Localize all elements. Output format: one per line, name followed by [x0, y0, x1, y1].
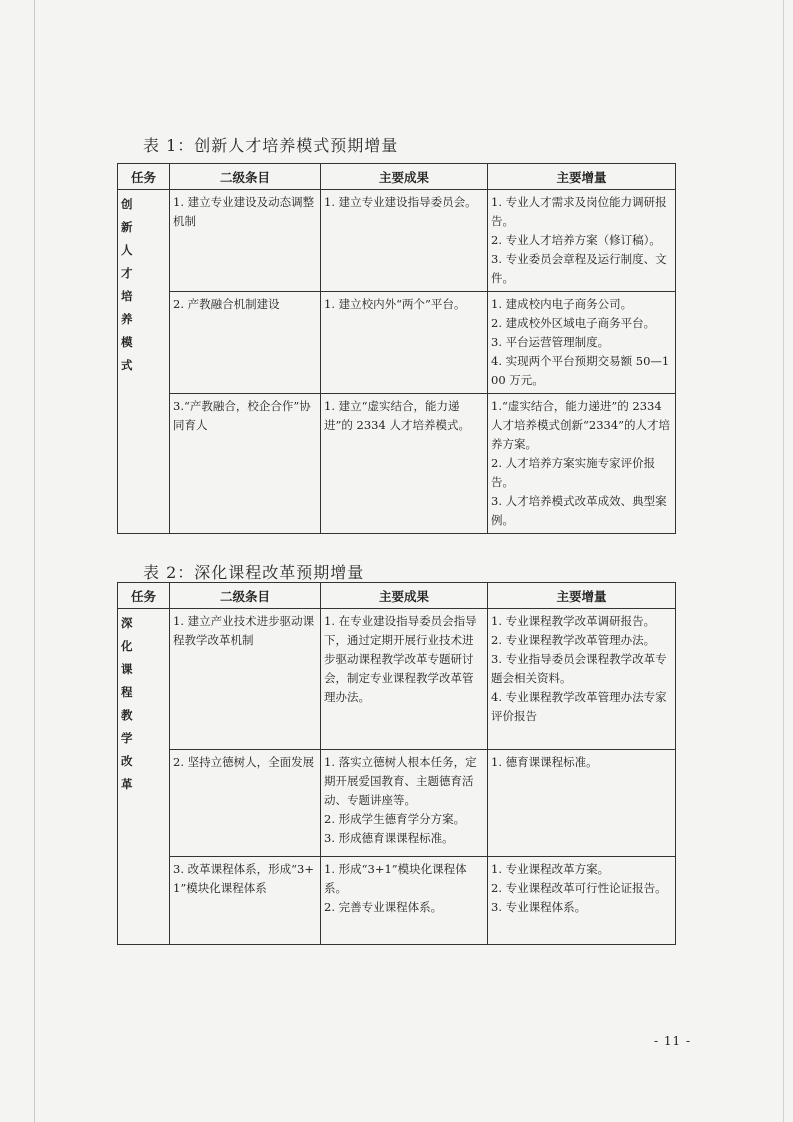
- result-line: 3. 形成德育课课程标准。: [324, 831, 454, 845]
- result-line: 1. 建立专业建设指导委员会。: [324, 195, 477, 209]
- table-row: [118, 857, 676, 945]
- task-label: 创新人才培养模式: [121, 197, 133, 372]
- item-cell: [170, 857, 321, 945]
- header-increment: 主要增量: [488, 583, 676, 609]
- table-row: [118, 750, 676, 857]
- item-text: 2. 坚持立德树人，全面发展: [173, 755, 315, 769]
- result-line: 1. 建立校内外“两个”平台。: [324, 297, 466, 311]
- result-cell: [321, 190, 488, 292]
- result-line: 1. 形成“3+1”模块化课程体系。: [324, 862, 467, 895]
- table-2-caption: 表 2：深化课程改革预期增量: [143, 563, 365, 582]
- result-cell: [321, 394, 488, 534]
- page-edge-right: [783, 0, 784, 1122]
- item-cell: [170, 609, 321, 750]
- increment-line: 4. 实现两个平台预期交易额 50—100 万元。: [491, 354, 670, 387]
- header-task: 任务: [118, 583, 170, 609]
- increment-cell: [488, 190, 676, 292]
- increment-cell: [488, 857, 676, 945]
- increment-line: 3. 专业委员会章程及运行制度、文件。: [491, 252, 667, 285]
- result-cell: [321, 609, 488, 750]
- item-cell: [170, 750, 321, 857]
- increment-cell: [488, 750, 676, 857]
- item-cell: [170, 190, 321, 292]
- increment-line: 3. 平台运营管理制度。: [491, 335, 610, 349]
- item-cell: [170, 292, 321, 394]
- header-item: 二级条目: [170, 583, 321, 609]
- header-result: 主要成果: [321, 164, 488, 190]
- table-1-caption: 表 1：创新人才培养模式预期增量: [143, 136, 399, 155]
- increment-line: 1. 德育课课程标准。: [491, 755, 598, 769]
- item-text: 1. 建立专业建设及动态调整机制: [173, 195, 315, 228]
- result-cell: [321, 292, 488, 394]
- table-row: [118, 394, 676, 534]
- result-line: 1. 在专业建设指导委员会指导下，通过定期开展行业技术进步驱动课程教学改革专题研讨会，制定专业课程教学改革管理办法。: [324, 614, 477, 704]
- header-increment: 主要增量: [488, 164, 676, 190]
- increment-cell: [488, 394, 676, 534]
- increment-line: 1. 建成校内电子商务公司。: [491, 297, 633, 311]
- table-row: [118, 609, 676, 750]
- result-line: 1. 建立“虚实结合，能力递进”的 2334 人才培养模式。: [324, 399, 470, 432]
- result-cell: [321, 750, 488, 857]
- result-line: 2. 形成学生德育学分方案。: [324, 812, 466, 826]
- increment-line: 2. 人才培养方案实施专家评价报告。: [491, 456, 656, 489]
- result-line: 2. 完善专业课程体系。: [324, 900, 443, 914]
- header-task: 任务: [118, 164, 170, 190]
- page-number: - 11 -: [654, 1034, 692, 1048]
- table-2-header-row: [118, 583, 676, 609]
- increment-cell: [488, 609, 676, 750]
- item-text: 1. 建立产业技术进步驱动课程教学改革机制: [173, 614, 315, 647]
- increment-line: 3. 人才培养模式改革成效、典型案例。: [491, 494, 667, 527]
- increment-line: 2. 专业课程改革可行性论证报告。: [491, 881, 667, 895]
- increment-line: 1. 专业课程教学改革调研报告。: [491, 614, 656, 628]
- increment-line: 2. 专业课程教学改革管理办法。: [491, 633, 656, 647]
- increment-line: 3. 专业课程体系。: [491, 900, 587, 914]
- increment-line: 4. 专业课程教学改革管理办法专家评价报告: [491, 690, 667, 723]
- header-item: 二级条目: [170, 164, 321, 190]
- increment-line: 2. 专业人才培养方案（修订稿）。: [491, 233, 661, 247]
- table-2: [117, 582, 676, 945]
- table-row: [118, 292, 676, 394]
- increment-cell: [488, 292, 676, 394]
- increment-line: 3. 专业指导委员会课程教学改革专题会相关资料。: [491, 652, 667, 685]
- item-cell: [170, 394, 321, 534]
- task-cell: [118, 609, 170, 945]
- task-cell: [118, 190, 170, 534]
- increment-line: 1. 专业课程改革方案。: [491, 862, 610, 876]
- item-text: 3. 改革课程体系，形成“3+1”模块化课程体系: [173, 862, 314, 895]
- table-1: [117, 163, 676, 534]
- header-result: 主要成果: [321, 583, 488, 609]
- table-1-header-row: [118, 164, 676, 190]
- result-cell: [321, 857, 488, 945]
- task-label: 深化课程教学改革: [121, 616, 133, 791]
- table-row: [118, 190, 676, 292]
- increment-line: 2. 建成校外区域电子商务平台。: [491, 316, 656, 330]
- result-line: 1. 落实立德树人根本任务，定期开展爱国教育、主题德育活动、专题讲座等。: [324, 755, 477, 807]
- page-edge-left: [34, 0, 35, 1122]
- increment-line: 1. 专业人才需求及岗位能力调研报告。: [491, 195, 667, 228]
- item-text: 2. 产教融合机制建设: [173, 297, 280, 311]
- increment-line: 1.“虚实结合，能力递进”的 2334 人才培养模式创新“2334”的人才培养方案。: [491, 399, 671, 451]
- item-text: 3.“产教融合，校企合作”协同育人: [173, 399, 311, 432]
